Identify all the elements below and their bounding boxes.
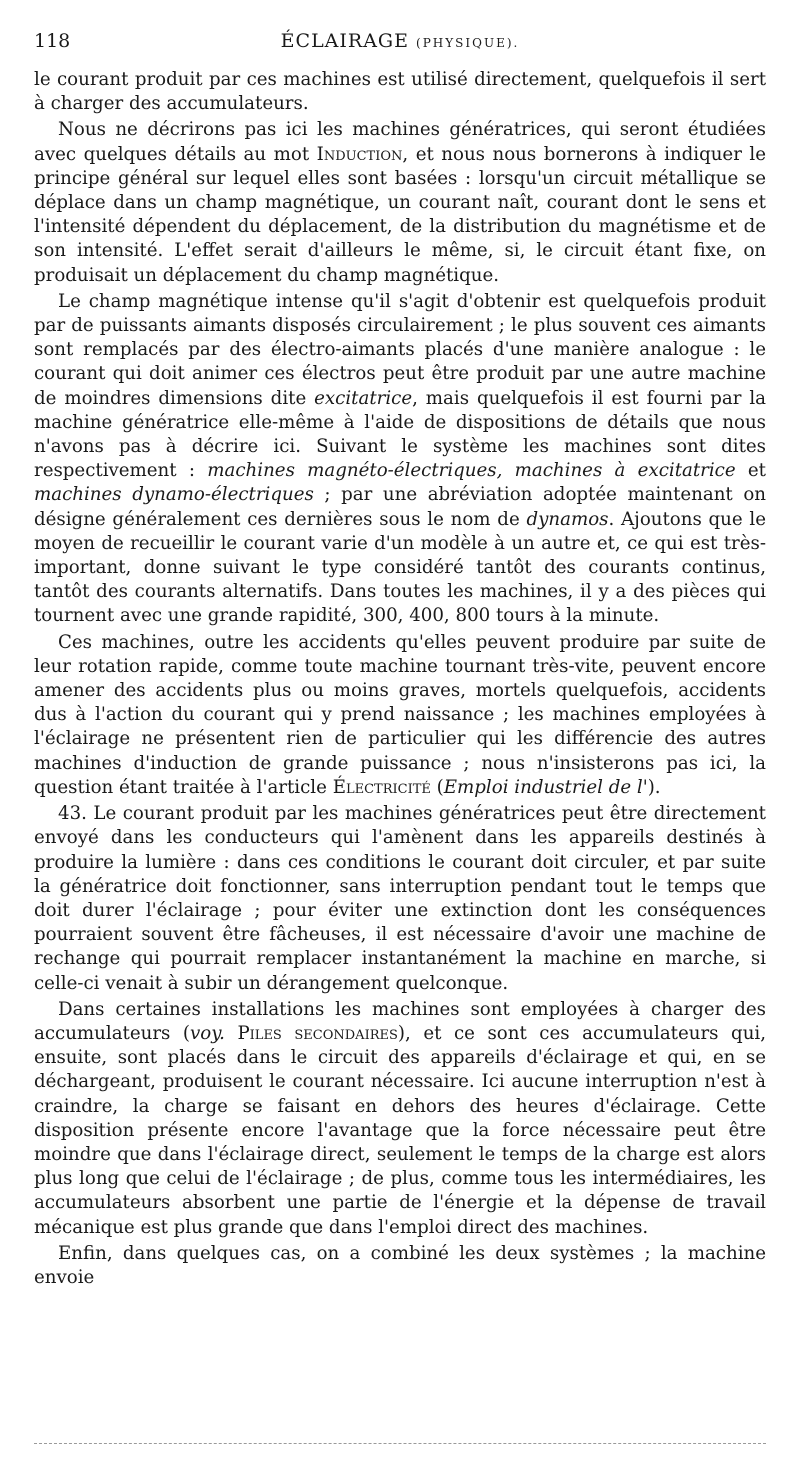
paragraph-6-text-a: Dans certaines installations les machines sont employées à charger des accumulateurs ( [34,998,766,1044]
term-emploi-industriel: Emploi industriel de l' [443,776,648,798]
running-title [94,30,706,52]
paragraph-4-text-a: Ces machines, outre les accidents qu'elles peuvent produire par suite de leur rotation rapide, comme toute machine tournant très-vite, peuvent encore amener des accidents plus ou moins graves, mortels quelquefois, accidents dus à l'action du courant qui y prend naissance ; les machines employées à l'éclairage ne présentent rien de particulier qui les différencie des autres machines d'induction de grande puissance ; nous n'insisterons pas ici, la question étant traitée à l'article [34,631,766,798]
paragraph-6 [34,998,766,1240]
term-machines-magneto: machines magnéto-électriques, machines à excitatrice [207,460,736,482]
term-voy: voy. [190,1022,225,1044]
paragraph-3-text-a: Le champ magnétique intense qu'il s'agit d'obtenir est quelquefois produit par de puissants aimants disposés circulairement ; le plus souvent ces aimants sont remplacés par des électro-aimants placés d'une manière analogue : le courant qui doit animer ces électros peut être produit par une autre machine de moindres dimensions dite [34,290,766,409]
body-text [34,68,766,1290]
cross-reference-induction: Induction [316,143,403,165]
term-machines-dynamo: machines dynamo-électriques [34,484,314,506]
term-excitatrice: excitatrice [314,387,413,409]
paragraph-5-section-43: 43. Le courant produit par les machines génératrices peut être directement envoyé dans les conducteurs qui l'amènent dans les appareils destinés à produire la lumière : dans ces conditions le courant doit circuler, et par suite la génératrice doit fonctionner, sans interruption pendant tout le temps que doit durer l'éclairage ; pour éviter une extinction dont les conséquences pourraient souvent être fâcheuses, il est nécessaire d'avoir une machine de rechange qui pourrait remplacer instantanément la machine en marche, si celle-ci venait à subir un dérangement quelconque. [34,803,766,994]
cross-reference-piles-secondaires: Piles secondaires [224,1022,398,1044]
paragraph-2-text-a: Nous ne décrirons pas ici les machines génératrices, qui seront étudiées avec quelques détails au mot [34,119,766,165]
paragraph-3-text-c: et [735,460,766,482]
running-header [34,30,766,56]
page [34,30,766,1292]
paragraph-3-text-e: . Ajoutons que le moyen de recueillir le courant varie d'un modèle à un autre et, ce qui est très-important, donne suivant le type considéré tantôt des courants continus, tantôt des courants alternatifs. Dans toutes les machines, il y a des pièces qui tournent avec une grande rapidité, 300, 400, 800 tours à la minute. [34,508,766,627]
paragraph-3-text-b: , mais quelquefois il est fourni par la machine génératrice elle-même à l'aide de dispositions de détails que nous n'avons pas à décrire ici. Suivant le système les machines sont dites respectivement : [34,387,766,482]
paragraph-6-text-b: ), et ce sont ces accumulateurs qui, ensuite, sont placés dans le circuit des appareils d'éclairage et qui, en se déchargeant, produisent le courant nécessaire. Ici aucune interruption n'est à craindre, la charge se faisant en dehors des heures d'éclairage. Cette disposition présente encore l'avantage que la force nécessaire peut être moindre que dans l'éclairage direct, seulement le temps de la charge est alors plus long que celui de l'éclairage ; de plus, comme tous les intermédiaires, les accumulateurs absorbent une partie de l'énergie et la dépense de travail mécanique est plus grande que dans l'emploi direct des machines. [34,1022,767,1238]
paragraph-7: Enfin, dans quelques cas, on a combiné les deux systèmes ; la machine envoie [34,1242,766,1288]
cross-reference-electricite: Électricité [332,776,431,798]
paragraph-4 [34,631,766,800]
running-title-sub: (PHYSIQUE). [416,36,520,50]
paragraph-3 [34,290,766,629]
paragraph-1: le courant produit par ces machines est utilisé directement, quelquefois il sert à charger des accumulateurs. [34,69,766,115]
running-title-main: ÉCLAIRAGE [280,30,409,52]
page-number: 118 [34,30,71,52]
paragraph-3-text-d: ; par une abréviation adoptée maintenant on désigne généralement ces dernières sous le nom de [34,484,766,530]
paragraph-2 [34,118,766,287]
term-dynamos: dynamos [526,508,609,530]
paragraph-4-text-c: ). [647,776,661,798]
paragraph-4-text-b: ( [430,776,444,798]
paragraph-2-text-b: , et nous nous bornerons à indiquer le principe général sur lequel elles sont basées : lorsqu'un circuit métallique se déplace dans un champ magnétique, un courant naît, courant dont le sens et l'intensité dépendent du déplacement, de la distribution du magnétisme et de son intensité. L'effet serait d'ailleurs le même, si, le circuit étant fixe, on produisait un déplacement du champ magnétique. [34,143,766,286]
bottom-rule [34,1443,766,1444]
